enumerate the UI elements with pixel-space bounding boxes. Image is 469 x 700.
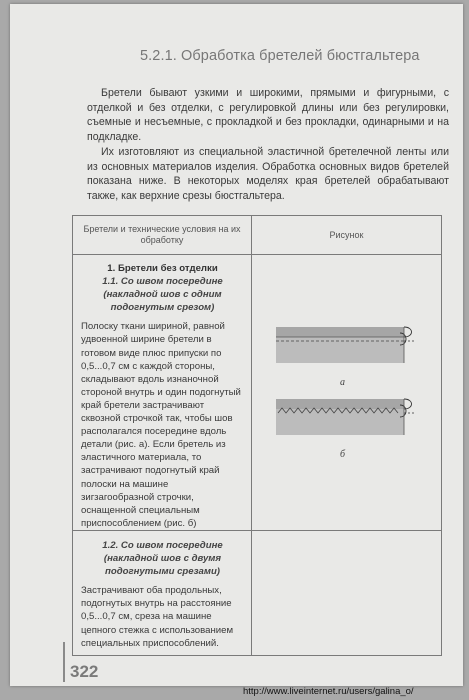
section-heading: 5.2.1. Обработка бретелей бюстгальтера	[140, 48, 420, 64]
figure-label-b: б	[340, 449, 346, 460]
intro-paragraph: Бретели бывают узкими и широкими, прямыми и фигурными, с отделкой и без отделки, с регулировкой длины или без регулировки, съемные и несъемные, с прокладкой и без прокладки, одинарными и на подкладке.	[87, 87, 449, 144]
strap-processing-table	[72, 215, 442, 656]
intro-text	[87, 86, 449, 204]
intro-paragraph: Их изготовляют из специальной эластичной бретелечной ленты или из основных материалов изделия. Обработка основных видов бретелей показана ниже. В некоторых моделях края бретелей обрабатывают также, как верхние срезы бюстгальтера.	[87, 145, 449, 202]
watermark-url: http://www.liveinternet.ru/users/galina_o/	[243, 686, 414, 697]
row-description: Застрачивают оба продольных, подогнутых внутрь на расстояние 0,5...0,7 см, среза на машине цепного стежка с использованием специальных приспособлений.	[81, 585, 234, 649]
subsection-title: 1.2. Со швом посередине (накладной шов с двумя подогнутыми срезами)	[102, 540, 223, 578]
figure-label-a: а	[340, 377, 345, 388]
table-header-row	[73, 216, 442, 255]
row-description: Полоску ткани шириной, равной удвоенной ширине бретели в готовом виде плюс припуски по 0,5...0,7 см с каждой стороны, складывают вдоль изнаночной стороной внутрь и один подогнутый край бретели застрачивают сквозной строчкой так, чтобы шов располагался посередине вдоль детали (рис. а). Если бретель из эластичного материала, то застрачивают подогнутый край полоски на машине зигзагообразной строчки, оснащенной специальным приспособлением (рис. б)	[81, 321, 241, 529]
header-figure: Рисунок	[252, 216, 442, 255]
header-conditions: Бретели и технические условия на их обработку	[73, 216, 252, 255]
page-number: 322	[70, 662, 99, 681]
margin-bar	[63, 642, 65, 682]
row1-text-cell	[73, 255, 252, 531]
strap-figure-a	[276, 323, 418, 369]
section-title: 1. Бретели без отделки	[107, 263, 218, 274]
table-row	[73, 531, 442, 656]
table-row	[73, 255, 442, 531]
subsection-title: 1.1. Со швом посередине (накладной шов с одним подогнутым срезом)	[102, 276, 223, 314]
row2-text-cell	[73, 531, 252, 656]
strap-figure-b	[276, 395, 418, 441]
row1-figure-cell	[252, 255, 442, 531]
row2-figure-cell	[252, 531, 442, 656]
